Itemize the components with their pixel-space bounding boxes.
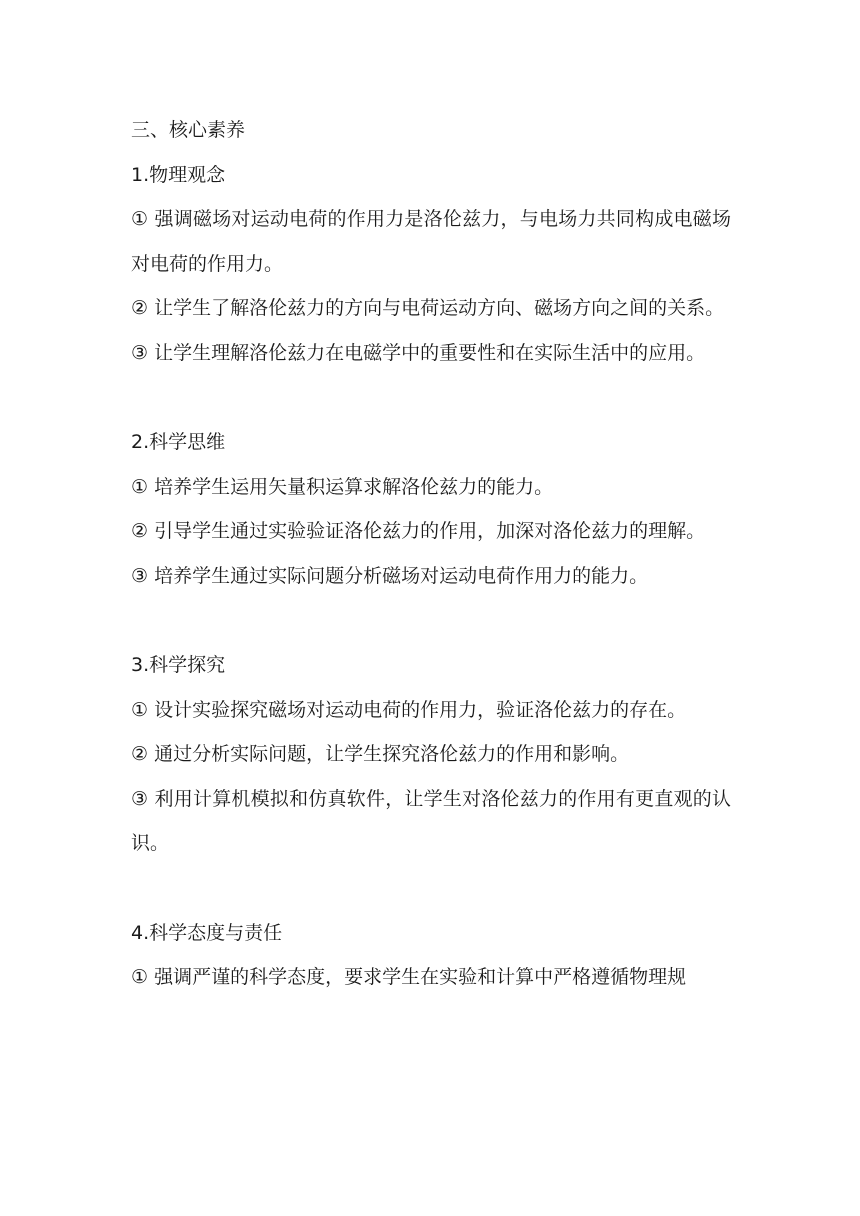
list-item: ① 强调磁场对运动电荷的作用力是洛伦兹力，与电场力共同构成电磁场对电荷的作用力。 [131,208,731,275]
document-body [131,108,731,1000]
subsection-heading: 2.科学思维 [131,431,226,453]
list-item: ③ 让学生理解洛伦兹力在电磁学中的重要性和在实际生活中的应用。 [131,341,706,364]
paragraph-spacer [131,598,731,643]
section-title: 三、核心素养 [131,119,246,141]
list-item: ② 通过分析实际问题，让学生探究洛伦兹力的作用和影响。 [131,743,630,765]
subsection-heading: 3.科学探究 [131,654,226,676]
list-item: ① 设计实验探究磁场对运动电荷的作用力，验证洛伦兹力的存在。 [131,698,687,721]
list-item: ② 让学生了解洛伦兹力的方向与电荷运动方向、磁场方向之间的关系。 [131,297,725,319]
list-item: ① 培养学生运用矢量积运算求解洛伦兹力的能力。 [131,475,554,498]
paragraph-spacer [131,866,731,911]
list-item: ③ 培养学生通过实际问题分析磁场对运动电荷作用力的能力。 [131,564,649,587]
list-item: ① 强调严谨的科学态度，要求学生在实验和计算中严格遵循物理规 [131,966,687,988]
subsection-heading: 1.物理观念 [131,163,226,186]
list-item: ③ 利用计算机模拟和仿真软件，让学生对洛伦兹力的作用有更直观的认识。 [131,787,731,854]
list-item: ② 引导学生通过实验验证洛伦兹力的作用，加深对洛伦兹力的理解。 [131,520,706,542]
subsection-heading: 4.科学态度与责任 [131,921,283,944]
paragraph-spacer [131,375,731,420]
